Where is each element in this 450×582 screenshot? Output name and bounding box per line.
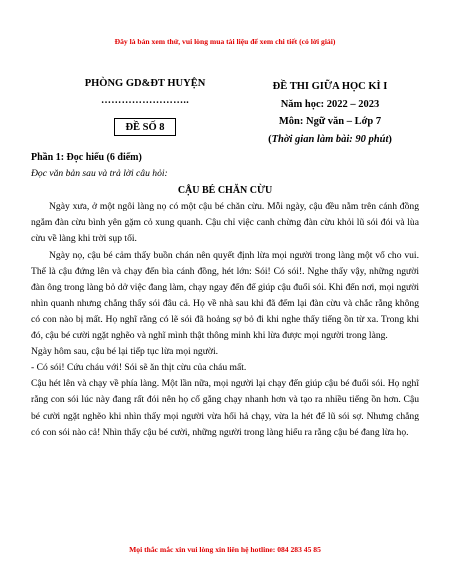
time-open-paren: ( <box>268 133 272 145</box>
part-title: Phần 1: Đọc hiểu (6 điểm) <box>31 152 142 163</box>
time-close-paren: ) <box>388 133 392 145</box>
hotline-footer: Mọi thắc mắc xin vui lòng xin liên hệ hotline: 084 283 45 85 <box>129 545 321 554</box>
school-year: Năm học: 2022 – 2023 <box>280 98 380 110</box>
exam-content <box>31 150 419 441</box>
time-limit <box>250 131 410 149</box>
exam-number-box: ĐỀ SỐ 8 <box>114 118 175 136</box>
instruction: Đọc văn bản sau và trả lời câu hỏi: <box>31 168 168 180</box>
exam-title: ĐỀ THI GIỮA HỌC KÌ I <box>272 81 388 92</box>
header-left <box>60 78 230 136</box>
time-limit-text: Thời gian làm bài: 90 phút <box>271 133 389 145</box>
header-right <box>250 78 410 148</box>
preview-notice: Đây là bản xem thử, vui lòng mua tài liệu để xem chi tiết (có lời giải) <box>114 37 336 46</box>
district-placeholder: …………………….. <box>101 95 189 106</box>
story-paragraph: Ngày xưa, ở một ngôi làng nọ có một cậu bé chăn cừu. Mỗi ngày, cậu đều nằm trên cánh đồng ngắm đàn cừu bình yên gặm cỏ xung quanh. Cậu chỉ việc canh chừng đàn cừu khỏi lũ sói đói và lùa cừu về làng khi trời sụp tối. <box>31 201 419 245</box>
story-title: CẬU BÉ CHĂN CỪU <box>177 185 273 197</box>
department-name: PHÒNG GD&ĐT HUYỆN <box>84 78 206 89</box>
story-paragraph: Ngày hôm sau, cậu bé lại tiếp tục lừa mọi người. <box>31 346 219 358</box>
subject: Môn: Ngữ văn – Lớp 7 <box>278 116 382 127</box>
story-paragraph: Cậu hét lên và chạy về phía làng. Một lần nữa, mọi người lại chạy đến giúp cậu bé đuổi sói. Họ nghĩ rằng con sói lúc này đang rất đói nên họ cố gắng chạy nhanh hơn và tạo ra nhiều tiếng ồn hơn. Cậu bé cười ngặt nghẽo khi nhìn thấy mọi người vừa hối hả chạy, vừa la hét để lũ sói sợ. Nhưng chẳng có con sói nào cả! Nhìn thấy cậu bé cười, những người trong làng hiểu ra rằng cậu bé đang lừa họ. <box>31 378 419 438</box>
story-dialogue: - Có sói! Cứu cháu với! Sói sẽ ăn thịt cừu của cháu mất. <box>31 362 247 374</box>
story-paragraph: Ngày nọ, cậu bé cảm thấy buồn chán nên quyết định lừa mọi người trong làng một vố cho vui. Thế là cậu đứng lên và chạy đến bìa cánh đồng, hét lớn: Sói! Có sói!. Nghe thấy vậy, những người đàn ông trong làng bỏ dở việc đang làm, chạy ngay đến để giúp cậu đuổi sói. Khi đến nơi, mọi người nhìn quanh nhưng chẳng thấy sói đâu cả. Họ về nhà sau khi đã đếm lại đàn cừu và chắc rằng không có con nào bị mất. Họ nghĩ rằng có lẽ sói đã hoảng sợ bỏ đi khi nghe thấy tiếng ồn từ xa. Trong khi đó, cậu bé cười ngặt nghẽo và nghĩ mình thật thông minh khi lừa được mọi người trong làng. <box>31 249 419 342</box>
